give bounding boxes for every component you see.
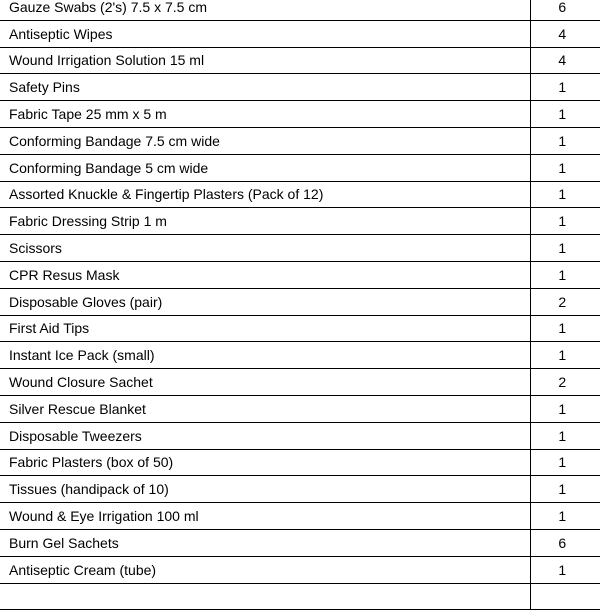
table-row	[0, 261, 600, 288]
item-qty-cell: 4	[530, 47, 600, 74]
item-qty-cell: 1	[530, 422, 600, 449]
table-row	[0, 583, 600, 610]
item-qty-cell: 1	[530, 449, 600, 476]
table-row	[0, 20, 600, 47]
item-qty-cell: 1	[530, 395, 600, 422]
item-name-cell: Fabric Plasters (box of 50)	[0, 449, 530, 476]
item-qty-cell: 1	[530, 235, 600, 262]
item-qty-cell: 2	[530, 288, 600, 315]
item-name-cell: Scissors	[0, 235, 530, 262]
item-name-cell: Antiseptic Cream (tube)	[0, 556, 530, 583]
item-name-cell: Fabric Dressing Strip 1 m	[0, 208, 530, 235]
item-name-cell: Instant Ice Pack (small)	[0, 342, 530, 369]
table-row	[0, 315, 600, 342]
table-row	[0, 47, 600, 74]
item-name-cell: Burn Gel Sachets	[0, 529, 530, 556]
table-row	[0, 235, 600, 262]
item-qty-cell: 1	[530, 503, 600, 530]
item-qty-cell: 1	[530, 261, 600, 288]
item-qty-cell: 1	[530, 181, 600, 208]
item-name-cell	[0, 583, 530, 610]
item-name-cell: Conforming Bandage 5 cm wide	[0, 154, 530, 181]
table-row	[0, 422, 600, 449]
table-row	[0, 503, 600, 530]
item-name-cell: Wound & Eye Irrigation 100 ml	[0, 503, 530, 530]
item-name-cell: Gauze Swabs (2's) 7.5 x 7.5 cm	[0, 0, 530, 20]
item-qty-cell: 1	[530, 127, 600, 154]
item-name-cell: Disposable Tweezers	[0, 422, 530, 449]
table-row	[0, 556, 600, 583]
item-name-cell: Wound Closure Sachet	[0, 369, 530, 396]
table-row	[0, 101, 600, 128]
item-qty-cell: 1	[530, 556, 600, 583]
item-name-cell: Silver Rescue Blanket	[0, 395, 530, 422]
table-row	[0, 529, 600, 556]
item-qty-cell	[530, 583, 600, 610]
table-row	[0, 395, 600, 422]
item-qty-cell: 1	[530, 101, 600, 128]
item-qty-cell: 2	[530, 369, 600, 396]
item-qty-cell: 1	[530, 476, 600, 503]
table-row	[0, 181, 600, 208]
table-row	[0, 449, 600, 476]
item-qty-cell: 6	[530, 0, 600, 20]
table-row	[0, 74, 600, 101]
item-qty-cell: 1	[530, 342, 600, 369]
item-name-cell: First Aid Tips	[0, 315, 530, 342]
table-row	[0, 154, 600, 181]
table-row	[0, 0, 600, 20]
table-row	[0, 208, 600, 235]
item-name-cell: CPR Resus Mask	[0, 261, 530, 288]
table-row	[0, 369, 600, 396]
table-row	[0, 288, 600, 315]
item-name-cell: Tissues (handipack of 10)	[0, 476, 530, 503]
item-qty-cell: 1	[530, 154, 600, 181]
item-qty-cell: 1	[530, 315, 600, 342]
item-name-cell: Assorted Knuckle & Fingertip Plasters (Pack of 12)	[0, 181, 530, 208]
table-row	[0, 127, 600, 154]
table-row	[0, 342, 600, 369]
item-name-cell: Safety Pins	[0, 74, 530, 101]
item-qty-cell: 1	[530, 208, 600, 235]
item-name-cell: Fabric Tape 25 mm x 5 m	[0, 101, 530, 128]
item-name-cell: Disposable Gloves (pair)	[0, 288, 530, 315]
item-name-cell: Wound Irrigation Solution 15 ml	[0, 47, 530, 74]
item-qty-cell: 6	[530, 529, 600, 556]
item-name-cell: Antiseptic Wipes	[0, 20, 530, 47]
item-qty-cell: 4	[530, 20, 600, 47]
item-name-cell: Conforming Bandage 7.5 cm wide	[0, 127, 530, 154]
item-qty-cell: 1	[530, 74, 600, 101]
table-row	[0, 476, 600, 503]
